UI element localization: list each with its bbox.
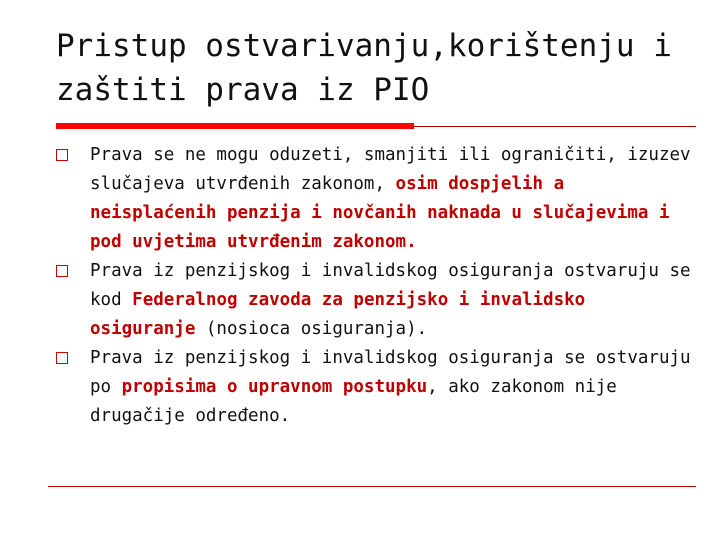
bullet-item-3: [56, 344, 696, 431]
bullet-text-tail: (nosioca osiguranja).: [195, 319, 428, 339]
bullet-text-tail: , ako zakonom nije drugačije određeno.: [90, 377, 617, 426]
bullet-item-2: [56, 257, 696, 344]
title-accent-bar: [56, 123, 414, 129]
bullet-item-1: [56, 141, 696, 257]
bullet-highlight: Federalnog zavoda za penzijsko i invalidsko osiguranje: [90, 290, 586, 339]
hollow-square-bullet-icon: [56, 352, 68, 364]
slide-title-line-1: Pristup ostvarivanju,korištenju i: [56, 28, 672, 64]
bullet-list: [56, 141, 696, 431]
bullet-text: Prava iz penzijskog i invalidskog osiguranja ostvaruju se kod: [90, 261, 691, 310]
bullet-highlight: osim dospjelih a neisplaćenih penzija i novčanih naknada u slučajevima i pod uvjetima utvrđenim zakonom.: [90, 174, 670, 252]
bullet-text: Prava se ne mogu oduzeti, smanjiti ili ograničiti, izuzev slučajeva utvrđenih zakonom,: [90, 145, 691, 194]
hollow-square-bullet-icon: [56, 265, 68, 277]
slide-title: [56, 24, 696, 112]
footer-divider: [48, 486, 696, 487]
bullet-highlight: propisima o upravnom postupku: [121, 377, 428, 397]
slide-title-line-2: zaštiti prava iz PIO: [56, 72, 430, 108]
hollow-square-bullet-icon: [56, 149, 68, 161]
bullet-text: Prava iz penzijskog i invalidskog osiguranja se ostvaruju po: [90, 348, 691, 397]
